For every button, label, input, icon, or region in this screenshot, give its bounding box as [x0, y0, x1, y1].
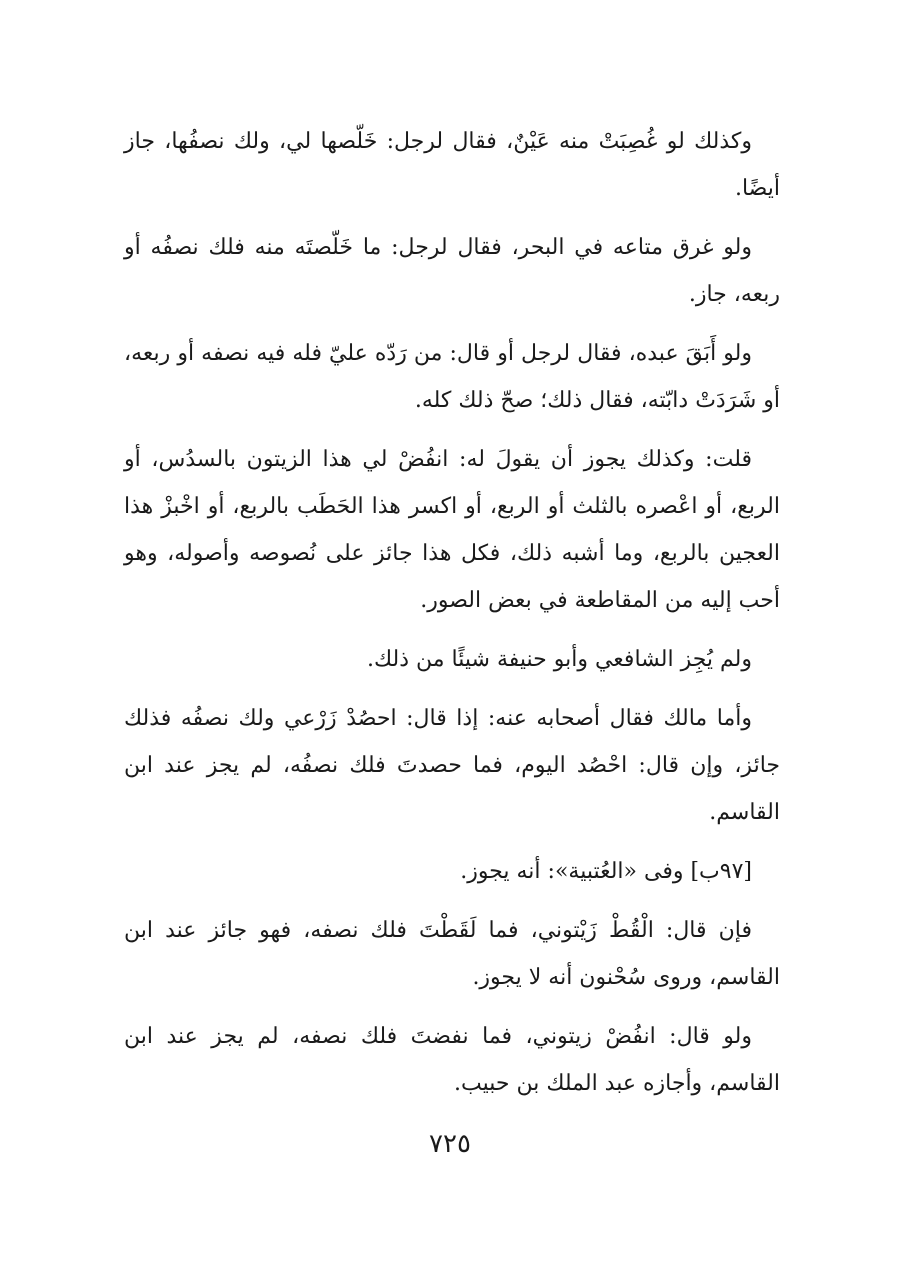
paragraph-3: ولو أَبَقَ عبده، فقال لرجل أو قال: من رَدّه عليّ فله فيه نصفه أو ربعه، أو شَرَدَتْ دابّته، فقال ذلك؛ صحّ ذلك كله. [124, 341, 780, 413]
paragraph-7: [٩٧ب] وفى «العُتبية»: أنه يجوز. [460, 859, 752, 884]
paragraph-2: ولو غرق متاعه في البحر، فقال لرجل: ما خَلّصتَه منه فلك نصفُه أو ربعه، جاز. [124, 235, 780, 307]
paragraph-5: ولم يُجِز الشافعي وأبو حنيفة شيئًا من ذلك. [367, 647, 752, 672]
page-number: ٧٢٥ [429, 1129, 471, 1159]
paragraph-4: قلت: وكذلك يجوز أن يقولَ له: انفُضْ لي هذا الزيتون بالسدُس، أو الربع، أو اعْصره بالثلث أو الربع، أو اكسر هذا الحَطَب بالربع، أو اخْبزْ هذا العجين بالربع، وما أشبه ذلك، فكل هذا جائز على نُصوصه وأصوله، وهو أحب إليه من المقاطعة في بعض الصور. [124, 447, 780, 613]
paragraph-1: وكذلك لو غُصِبَتْ منه عَيْنٌ، فقال لرجل: خَلّصها لي، ولك نصفُها، جاز أيضًا. [124, 129, 780, 201]
paragraph-8: فإن قال: الْقُطْ زَيْتوني، فما لَقَطْتَ فلك نصفه، فهو جائز عند ابن القاسم، وروى سُحْنون أنه لا يجوز. [124, 918, 780, 990]
paragraph-6: وأما مالك فقال أصحابه عنه: إذا قال: احصُدْ زَرْعي ولك نصفُه فذلك جائز، وإن قال: احْصُد اليوم، فما حصدتَ فلك نصفُه، لم يجز عند ابن القاسم. [124, 706, 780, 825]
paragraph-9: ولو قال: انفُضْ زيتوني، فما نفضتَ فلك نصفه، لم يجز عند ابن القاسم، وأجازه عبد الملك بن حبيب. [124, 1024, 780, 1096]
page-body [124, 118, 780, 1119]
